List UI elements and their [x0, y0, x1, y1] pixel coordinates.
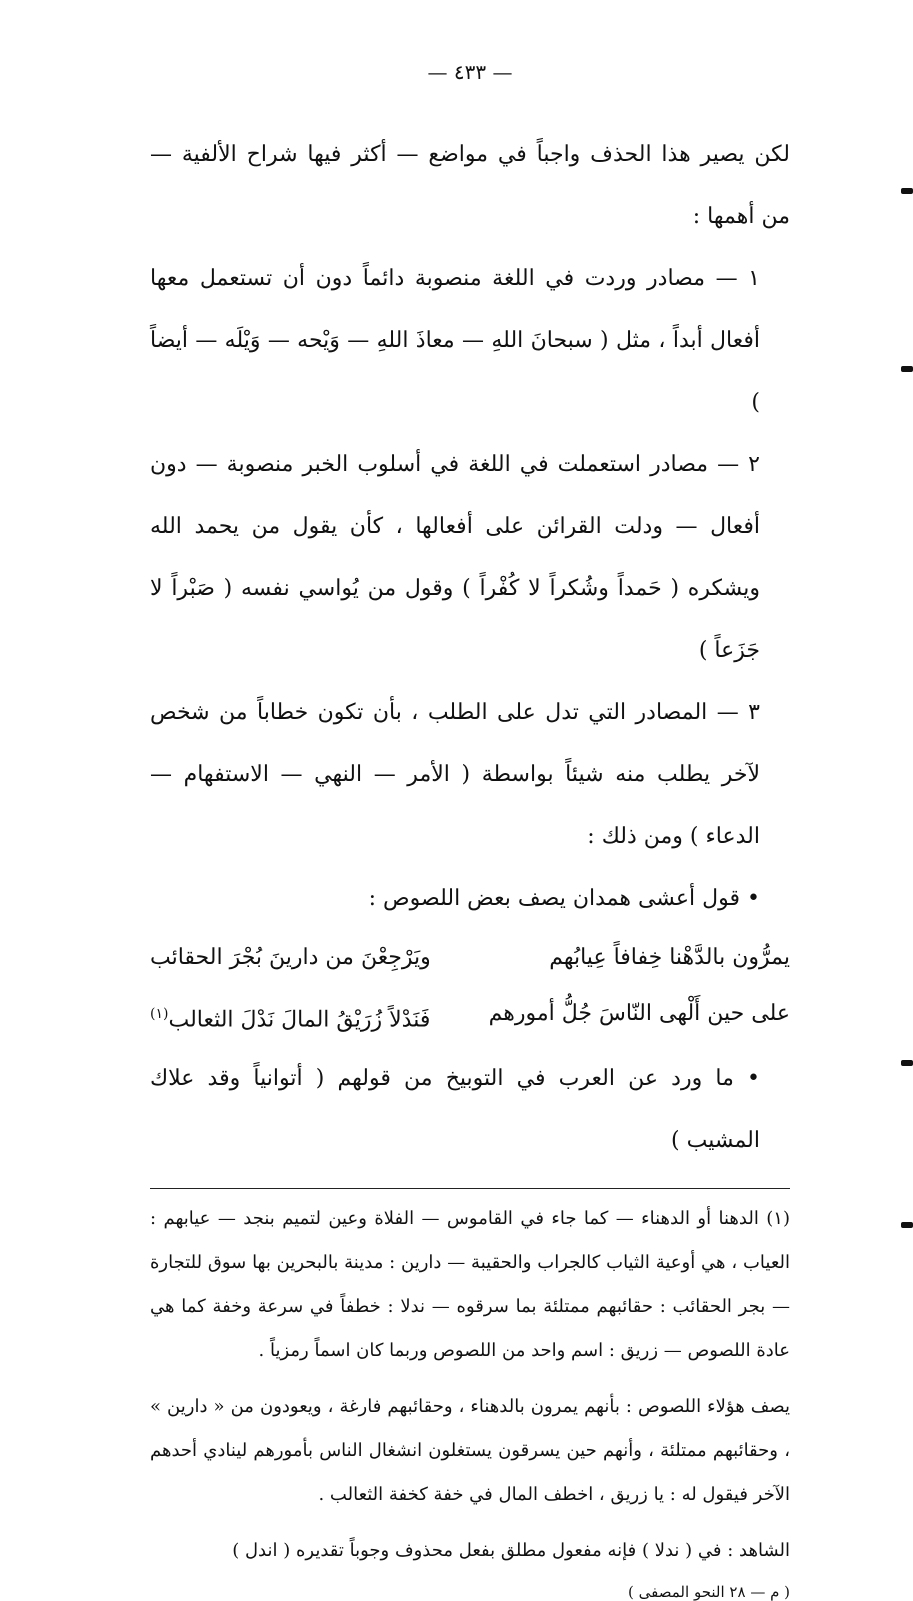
footnote-evidence: الشاهد : في ( ندلا ) فإنه مفعول مطلق بفعل محذوف وجوباً تقديره ( اندل ) — [232, 1540, 790, 1562]
intro-paragraph: لكن يصير هذا الحذف واجباً في مواضع — أكثر فيها شراح الألفية — من أهمها : — [150, 142, 790, 229]
footnote-marker: (١) — [150, 1006, 169, 1022]
list-item-2: ٢ — مصادر استعملت في اللغة في أسلوب الخبر منصوبة — دون أفعال — ودلت القرائن على أفعالها ، كأن يقول من يحمد الله ويشكره ( حَمداً وشُكراً لا كُفْراً ) وقول من يُواسي نفسه ( صَبْراً لا جَزَعاً ) — [150, 452, 760, 663]
margin-mark — [901, 1222, 913, 1228]
page-number: — ٤٣٣ — — [427, 60, 513, 84]
hemistich-second — [150, 986, 430, 1048]
poem-verse-2 — [150, 986, 790, 1048]
bullet-item-1: • قول أعشى همدان يصف بعض اللصوص : — [368, 886, 760, 911]
hemistich-second: ويَرْجِعْنَ من دارينَ بُجْرَ الحقائب — [150, 945, 431, 970]
list-item-1: ١ — مصادر وردت في اللغة منصوبة دائماً دون أن تستعمل معها أفعال أبداً ، مثل ( سبحانَ اللهِ — معاذَ اللهِ — وَيْحه — وَيْلَه — أيضاً ) — [150, 266, 760, 415]
poem-verse-1 — [150, 930, 790, 986]
hemistich-first: على حين أَلْهى النّاسَ جُلُّ أمورهم — [488, 1001, 790, 1026]
book-page — [150, 60, 790, 1601]
footnote-divider — [150, 1188, 790, 1189]
hemistich-first: يمرُّون بالدَّهْنا خِفافاً عِيابُهم — [549, 945, 790, 970]
footnote-1: (١) الدهنا أو الدهناء — كما جاء في القاموس — الفلاة وعين لتميم بنجد — عيابهم : العياب ، هي أوعية الثياب كالجراب والحقيبة — دارين : مدينة بالبحرين بها سوق للتجارة — بجر الحقائب : حقائبهم ممتلئة بما سرقوه — ندلا : خطفاً في سرعة وخفة كما هي عادة اللصوص — زريق : اسم واحد من اللصوص وربما كان اسماً رمزياً . — [150, 1208, 790, 1362]
footnote-explanation: يصف هؤلاء اللصوص : بأنهم يمرون بالدهناء ، وحقائبهم فارغة ، ويعودون من « دارين » ، وحقائبهم ممتلئة ، وأنهم حين يسرقون يستغلون انشغال الناس بأمورهم لينادي أحدهم الآخر فيقول له : يا زريق ، اخطف المال في خفة كخفة الثعالب . — [150, 1396, 790, 1506]
hemistich-text: فَنَدْلاً زُرَيْقُ المالَ نَدْلَ الثعالب — [168, 1007, 431, 1033]
printer-signature: ( م — ٢٨ النحو المصفى ) — [628, 1583, 790, 1601]
margin-mark — [901, 366, 913, 372]
list-item-3: ٣ — المصادر التي تدل على الطلب ، بأن تكون خطاباً من شخص لآخر يطلب منه شيئاً بواسطة ( الأمر — النهي — الاستفهام — الدعاء ) ومن ذلك : — [150, 700, 760, 849]
bullet-item-2: • ما ورد عن العرب في التوبيخ من قولهم ( أتوانياً وقد علاك المشيب ) — [150, 1066, 760, 1154]
margin-mark — [901, 188, 913, 194]
margin-mark — [901, 1060, 913, 1066]
